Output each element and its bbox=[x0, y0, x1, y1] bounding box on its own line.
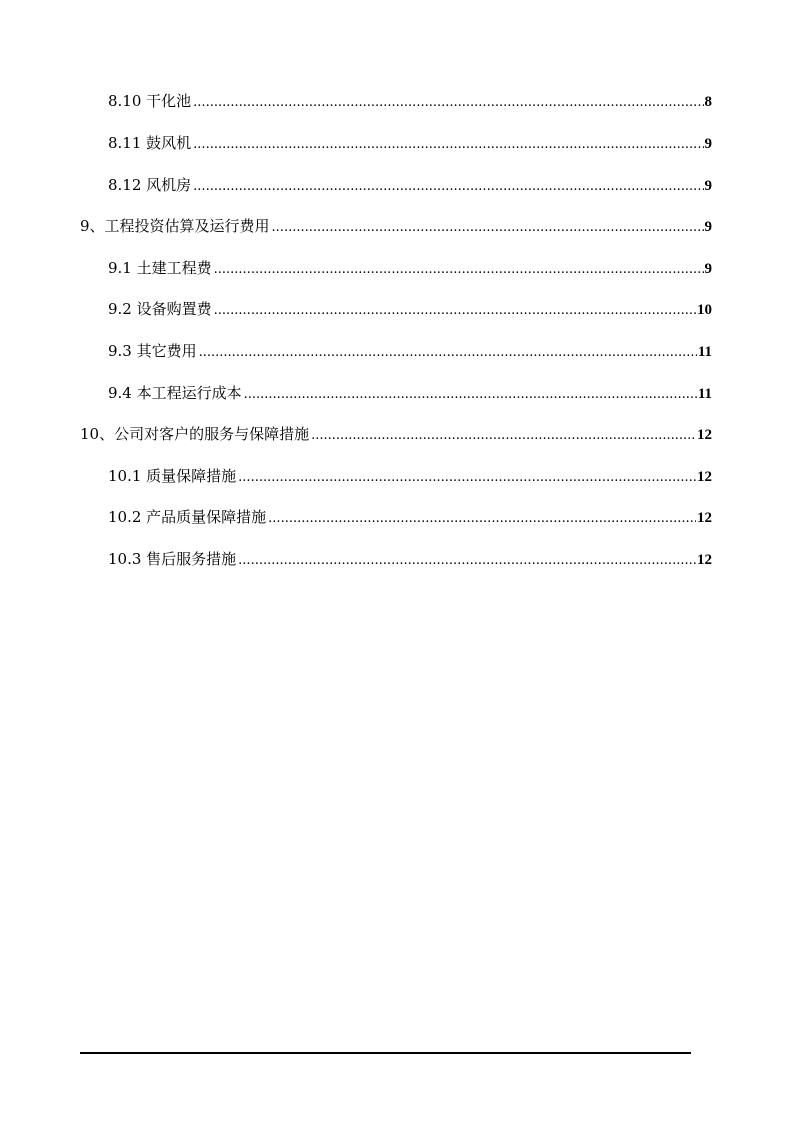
toc-entry-label: 8.11 鼓风机 bbox=[108, 134, 192, 152]
toc-entry-label: 10.3 售后服务措施 bbox=[108, 550, 237, 568]
toc-page-number: 12 bbox=[697, 510, 712, 526]
toc-dot-leader bbox=[238, 466, 696, 490]
toc-entry-10-1[interactable] bbox=[108, 464, 712, 488]
toc-entry-label: 10.1 质量保障措施 bbox=[108, 467, 237, 485]
toc-entry-8-10[interactable] bbox=[108, 89, 712, 113]
toc-entry-9-1[interactable] bbox=[108, 256, 712, 280]
toc-entry-label: 9.4 本工程运行成本 bbox=[108, 384, 242, 402]
toc-page-number: 11 bbox=[697, 344, 712, 360]
toc-page-number: 12 bbox=[697, 469, 712, 485]
toc-entry-10-3[interactable] bbox=[108, 547, 712, 571]
toc-dot-leader bbox=[214, 299, 696, 323]
toc-entry-label: 8.10 干化池 bbox=[108, 92, 192, 110]
toc-dot-leader bbox=[214, 258, 704, 282]
toc-dot-leader bbox=[272, 216, 704, 240]
toc-entry-label: 8.12 风机房 bbox=[108, 176, 192, 194]
toc-page-number: 9 bbox=[704, 261, 712, 277]
toc-entry-9-2[interactable] bbox=[108, 297, 712, 321]
toc-dot-leader bbox=[193, 175, 703, 199]
toc-entry-label: 9、工程投资估算及运行费用 bbox=[80, 217, 270, 235]
toc-dot-leader bbox=[244, 383, 697, 407]
toc-page-number: 10 bbox=[697, 302, 712, 318]
toc-page-number: 12 bbox=[697, 552, 712, 568]
toc-page-number: 9 bbox=[704, 219, 712, 235]
toc-entry-label: 9.2 设备购置费 bbox=[108, 300, 212, 318]
toc-entry-10[interactable] bbox=[80, 422, 712, 446]
toc-dot-leader bbox=[193, 91, 703, 115]
toc-page-number: 8 bbox=[704, 94, 712, 110]
toc-dot-leader bbox=[238, 549, 696, 573]
toc-entry-label: 10.2 产品质量保障措施 bbox=[108, 508, 267, 526]
toc-entry-9-4[interactable] bbox=[108, 381, 712, 405]
toc-page-number: 12 bbox=[697, 427, 712, 443]
toc-dot-leader bbox=[193, 133, 703, 157]
toc-page-number: 9 bbox=[704, 178, 712, 194]
toc-entry-label: 10、公司对客户的服务与保障措施 bbox=[80, 425, 310, 443]
toc-dot-leader bbox=[311, 424, 696, 448]
toc-entry-9[interactable] bbox=[80, 214, 712, 238]
toc-entry-9-3[interactable] bbox=[108, 339, 712, 363]
toc-page-number: 9 bbox=[704, 136, 712, 152]
toc-dot-leader bbox=[268, 507, 696, 531]
toc-page-number: 11 bbox=[697, 386, 712, 402]
footer-rule bbox=[80, 1052, 691, 1054]
toc-entry-label: 9.1 土建工程费 bbox=[108, 259, 212, 277]
toc-entry-label: 9.3 其它费用 bbox=[108, 342, 197, 360]
toc-entry-8-11[interactable] bbox=[108, 131, 712, 155]
toc-entry-10-2[interactable] bbox=[108, 505, 712, 529]
toc-dot-leader bbox=[199, 341, 697, 365]
toc-entry-8-12[interactable] bbox=[108, 173, 712, 197]
